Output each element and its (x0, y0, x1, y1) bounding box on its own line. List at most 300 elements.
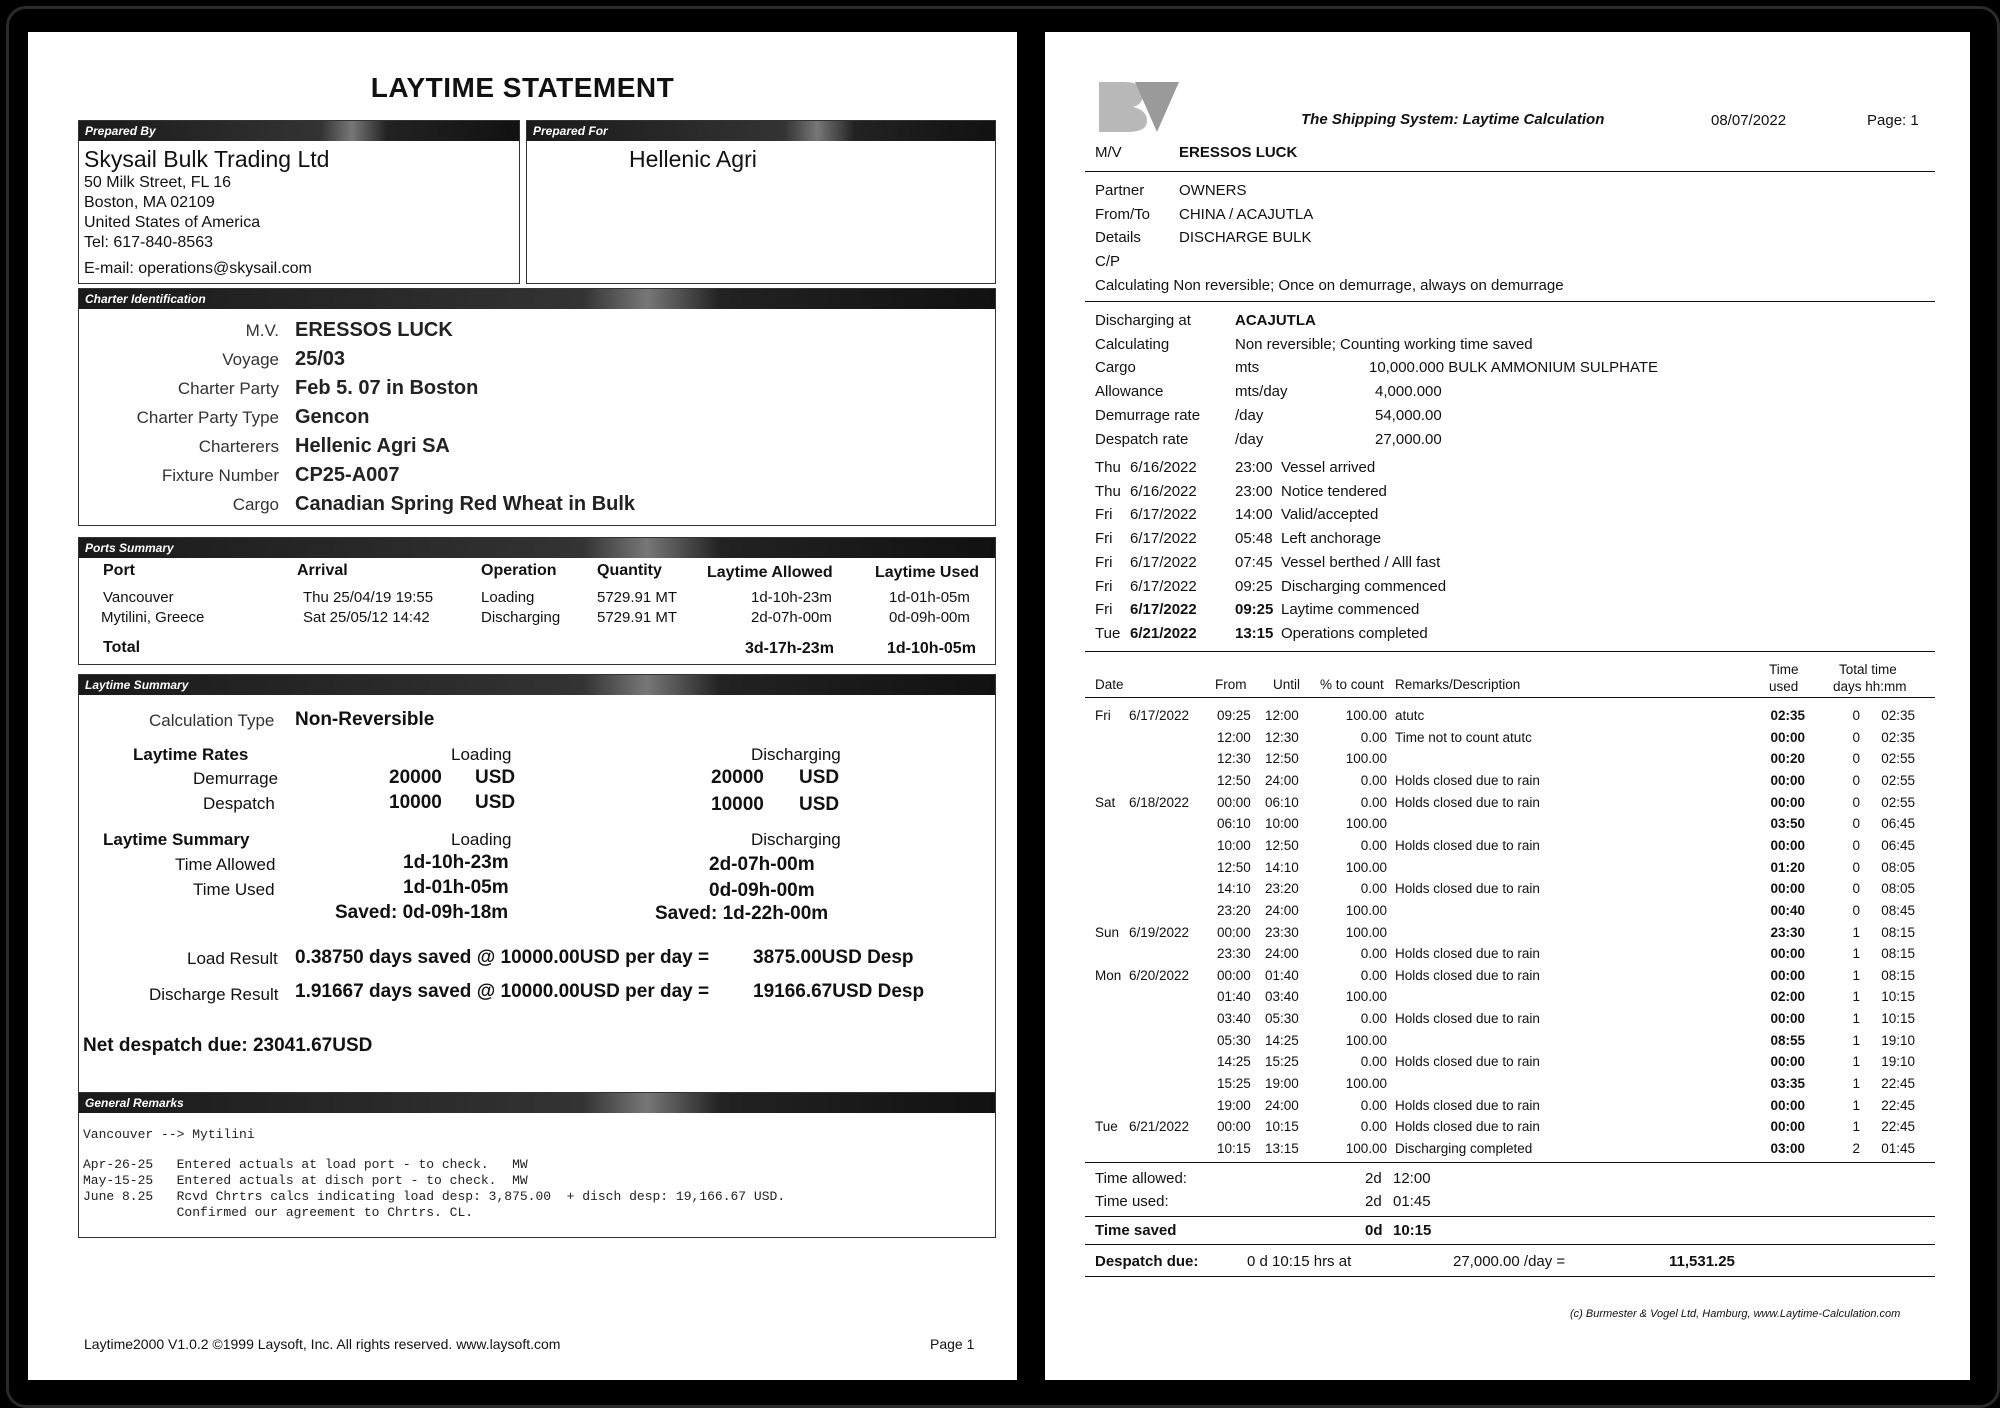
row-total-days: 0 (1852, 881, 1860, 897)
disch-at-label: Discharging at (1095, 312, 1191, 329)
divider (1085, 697, 1935, 698)
laytime-header: Laytime Summary (79, 675, 995, 695)
demurrage-value: 54,000.00 (1375, 407, 1442, 424)
row-time-used: 02:00 (1770, 989, 1805, 1005)
row-from: 12:50 (1217, 772, 1251, 788)
address-line: United States of America (84, 214, 261, 231)
port-arrival: Sat 25/05/12 14:42 (303, 609, 430, 626)
col-laytime-allowed: Laytime Allowed (707, 564, 833, 581)
row-until: 19:00 (1265, 1076, 1299, 1092)
event-time: 07:45 (1235, 553, 1273, 571)
charter-header: Charter Identification (79, 289, 995, 309)
row-until: 01:40 (1265, 967, 1299, 983)
row-pct: 0.00 (1360, 1054, 1387, 1070)
row-total-days: 1 (1852, 1097, 1860, 1113)
row-total-days: 1 (1852, 924, 1860, 940)
col-until: Until (1273, 677, 1301, 692)
despatch-value: 27,000.00 (1375, 431, 1442, 448)
row-remarks: Holds closed due to rain (1395, 1011, 1540, 1027)
row-total-days: 0 (1852, 772, 1860, 788)
row-total-days: 0 (1852, 708, 1860, 723)
row-from: 06:10 (1217, 816, 1251, 832)
remark-line: Vancouver --> Mytilini (83, 1127, 255, 1142)
time-allowed-hours: 12:00 (1393, 1170, 1431, 1187)
port-operation: Discharging (481, 609, 561, 626)
disch-allowed: 2d-07h-00m (709, 854, 815, 875)
divider (1085, 1276, 1935, 1277)
despatch-due-rate: 27,000.00 /day = (1453, 1253, 1566, 1270)
address-line: 50 Milk Street, FL 16 (84, 174, 232, 191)
report-date: 08/07/2022 (1711, 112, 1787, 129)
row-total-hhmm: 08:15 (1881, 924, 1915, 940)
allowance-value: 4,000.000 (1375, 383, 1442, 400)
row-total-hhmm: 10:15 (1881, 989, 1915, 1005)
row-total-days: 1 (1852, 1032, 1860, 1048)
row-pct: 100.00 (1345, 924, 1387, 940)
row-until: 15:25 (1265, 1054, 1299, 1070)
row-pct: 0.00 (1360, 881, 1387, 897)
report-title: The Shipping System: Laytime Calculation (1301, 111, 1605, 128)
row-remarks: Holds closed due to rain (1395, 837, 1540, 853)
calc-note: Calculating Non reversible; Once on demurrage, always on demurrage (1095, 277, 1564, 294)
row-from: 03:40 (1217, 1011, 1251, 1027)
row-pct: 0.00 (1360, 794, 1387, 810)
row-pct: 0.00 (1360, 946, 1387, 962)
port-arrival: Thu 25/04/19 19:55 (303, 589, 434, 606)
row-from: 10:00 (1217, 837, 1251, 853)
row-total-days: 1 (1852, 967, 1860, 983)
email: E-mail: operations@skysail.com (84, 260, 312, 277)
prepared-by-header: Prepared By (79, 121, 519, 141)
disch-used: 0d-09h-00m (709, 880, 815, 901)
page-number: Page: 1 (1867, 112, 1919, 129)
event-day: Thu (1095, 482, 1121, 500)
load-result-label: Load Result (187, 949, 278, 968)
row-until: 24:00 (1265, 946, 1299, 962)
row-until: 12:30 (1265, 729, 1299, 745)
laytime-summary-box (78, 674, 996, 1100)
row-pct: 100.00 (1345, 859, 1387, 875)
calc-type-label: Calculation Type (149, 711, 275, 730)
fromto-value: CHINA / ACAJUTLA (1179, 206, 1314, 223)
row-day: Mon (1095, 967, 1122, 983)
despatch-due-amount: 11,531.25 (1669, 1253, 1735, 1270)
page-title: LAYTIME STATEMENT (370, 72, 675, 103)
row-pct: 100.00 (1345, 902, 1387, 918)
despatch-due-time: 0 d 10:15 hrs at (1247, 1253, 1352, 1270)
event-time: 09:25 (1235, 577, 1273, 595)
col-laytime-used: Laytime Used (875, 564, 980, 581)
loading-heading: Loading (451, 745, 512, 764)
port-allowed: 2d-07h-00m (751, 609, 832, 626)
remark-line: Confirmed our agreement to Chrtrs. CL. (83, 1205, 474, 1220)
charter-field-value: Canadian Spring Red Wheat in Bulk (295, 493, 636, 515)
row-total-days: 1 (1852, 1076, 1860, 1092)
row-remarks: Discharging completed (1395, 1141, 1533, 1156)
row-remarks: Time not to count atutc (1395, 729, 1532, 745)
row-remarks: Holds closed due to rain (1395, 1054, 1540, 1070)
event-day: Fri (1095, 601, 1113, 619)
row-time-used: 01:20 (1770, 859, 1805, 875)
row-from: 23:20 (1217, 902, 1251, 918)
port-operation: Loading (481, 589, 535, 606)
total-allowed: 3d-17h-23m (745, 640, 834, 657)
event-time: 23:00 (1235, 459, 1273, 476)
time-saved-days: 0d (1365, 1222, 1383, 1239)
charter-field-value: Gencon (295, 406, 370, 428)
event-day: Fri (1095, 530, 1113, 548)
despatch-label: Despatch (203, 794, 275, 813)
row-time-used: 00:20 (1770, 751, 1805, 767)
row-total-hhmm: 19:10 (1881, 1032, 1915, 1048)
cargo-unit: mts (1235, 359, 1260, 376)
row-pct: 0.00 (1360, 1119, 1387, 1135)
charter-field-value: Hellenic Agri SA (295, 435, 450, 457)
charter-field-value: Feb 5. 07 in Boston (295, 377, 479, 399)
divider (1085, 171, 1935, 172)
row-time-used: 03:50 (1770, 816, 1805, 832)
col-pct: % to count (1320, 677, 1384, 692)
event-time: 09:25 (1235, 601, 1274, 619)
partner-label: Partner (1095, 182, 1145, 199)
row-total-hhmm: 08:15 (1881, 967, 1915, 983)
fromto-label: From/To (1095, 206, 1151, 223)
row-date: 6/18/2022 (1129, 794, 1190, 810)
telephone: Tel: 617-840-8563 (84, 234, 213, 251)
row-total-hhmm: 02:55 (1881, 794, 1915, 810)
row-time-used: 00:00 (1770, 772, 1805, 788)
row-pct: 100.00 (1345, 751, 1387, 767)
row-time-used: 03:35 (1770, 1076, 1805, 1092)
row-from: 12:30 (1217, 751, 1251, 767)
calculating-label: Calculating (1095, 336, 1170, 353)
load-saved: Saved: 0d-09h-18m (335, 902, 509, 923)
row-from: 14:10 (1217, 881, 1251, 897)
row-date: 6/20/2022 (1129, 967, 1190, 983)
disch-result-amount: 19166.67USD Desp (753, 981, 925, 1002)
row-from: 10:15 (1217, 1141, 1251, 1156)
event-day: Fri (1095, 553, 1113, 571)
row-day: Sun (1095, 924, 1120, 940)
row-until: 10:00 (1265, 816, 1299, 832)
row-pct: 0.00 (1360, 837, 1387, 853)
event-date: 6/17/2022 (1130, 506, 1197, 524)
time-used-days: 2d (1365, 1193, 1382, 1210)
port-quantity: 5729.91 MT (597, 589, 678, 606)
ports-header: Ports Summary (79, 538, 995, 558)
row-pct: 0.00 (1360, 772, 1387, 788)
row-pct: 100.00 (1345, 1032, 1387, 1048)
row-total-days: 0 (1852, 751, 1860, 767)
remarks-header: General Remarks (79, 1093, 995, 1113)
load-result: 0.38750 days saved @ 10000.00USD per day = (295, 947, 710, 968)
divider (1085, 301, 1935, 302)
event-day: Fri (1095, 577, 1113, 595)
cp-label: C/P (1095, 253, 1121, 270)
row-day: Sat (1095, 794, 1116, 810)
prepared-for-header: Prepared For (527, 121, 995, 141)
row-total-days: 1 (1852, 1054, 1860, 1070)
row-from: 00:00 (1217, 794, 1251, 810)
row-total-hhmm: 22:45 (1881, 1119, 1915, 1135)
time-allowed-label: Time Allowed (175, 855, 276, 874)
prepared-by-box (78, 120, 520, 284)
row-until: 10:15 (1265, 1119, 1299, 1135)
col-port: Port (103, 562, 135, 579)
row-total-hhmm: 08:05 (1881, 881, 1915, 897)
charter-field-label: Charter Party (177, 379, 279, 398)
currency: USD (799, 767, 840, 788)
event-time: 23:00 (1235, 482, 1273, 500)
event-description: Notice tendered (1281, 482, 1387, 500)
row-from: 15:25 (1217, 1076, 1251, 1092)
event-description: Operations completed (1281, 624, 1428, 642)
col-total: Total time (1839, 662, 1897, 677)
total-used: 1d-10h-05m (887, 640, 976, 657)
row-day: Fri (1095, 708, 1111, 723)
row-pct: 0.00 (1360, 1097, 1387, 1113)
row-total-days: 0 (1852, 902, 1860, 918)
charter-field-label: M.V. (245, 321, 279, 340)
row-from: 00:00 (1217, 1119, 1251, 1135)
row-total-hhmm: 10:15 (1881, 1011, 1915, 1027)
remark-line: June 8.25 Rcvd Chrtrs calcs indicating load desp: 3,875.00 + disch desp: 19,166.67 USD. (83, 1189, 786, 1204)
row-time-used: 00:00 (1770, 794, 1805, 810)
disch-at-value: ACAJUTLA (1235, 312, 1316, 329)
port-allowed: 1d-10h-23m (751, 589, 832, 606)
row-until: 12:50 (1265, 837, 1299, 853)
row-from: 01:40 (1217, 989, 1251, 1005)
col-time: Time (1769, 662, 1799, 677)
event-date: 6/16/2022 (1130, 459, 1197, 476)
row-from: 09:25 (1217, 708, 1251, 723)
row-remarks: Holds closed due to rain (1395, 1119, 1540, 1135)
row-time-used: 00:00 (1770, 946, 1805, 962)
event-description: Vessel arrived (1281, 459, 1376, 476)
row-time-used: 00:00 (1770, 1119, 1805, 1135)
event-description: Vessel berthed / Alll fast (1281, 553, 1441, 571)
port-name: Mytilini, Greece (101, 609, 205, 626)
row-time-used: 23:30 (1770, 924, 1805, 940)
load-allowed: 1d-10h-23m (403, 852, 509, 873)
row-remarks: Holds closed due to rain (1395, 881, 1540, 897)
event-description: Valid/accepted (1281, 506, 1379, 524)
row-time-used: 00:40 (1770, 902, 1805, 918)
port-quantity: 5729.91 MT (597, 609, 678, 626)
row-pct: 100.00 (1345, 708, 1387, 723)
prepared-for-box (526, 120, 996, 284)
charter-field-label: Voyage (222, 350, 279, 369)
allowance-label: Allowance (1095, 383, 1164, 400)
row-time-used: 00:00 (1770, 1054, 1805, 1070)
col-operation: Operation (481, 562, 557, 579)
currency: USD (475, 792, 516, 813)
row-total-hhmm: 22:45 (1881, 1076, 1915, 1092)
time-saved-label: Time saved (1095, 1222, 1177, 1239)
row-from: 14:25 (1217, 1054, 1251, 1070)
col-quantity: Quantity (597, 562, 662, 579)
event-day: Fri (1095, 506, 1113, 524)
calc-type-value: Non-Reversible (295, 709, 435, 730)
disch-result-label: Discharge Result (149, 985, 279, 1004)
row-time-used: 02:35 (1770, 708, 1805, 723)
laytime-calculation-page (1045, 32, 1970, 1380)
row-until: 23:30 (1265, 924, 1299, 940)
load-despatch: 10000 (389, 792, 442, 813)
disch-saved: Saved: 1d-22h-00m (655, 903, 829, 924)
row-until: 03:40 (1265, 989, 1299, 1005)
row-time-used: 03:00 (1770, 1141, 1805, 1156)
charter-field-value: CP25-A007 (295, 464, 400, 486)
row-pct: 100.00 (1345, 989, 1387, 1005)
event-time: 13:15 (1235, 624, 1274, 642)
rates-label: Laytime Rates (133, 745, 249, 764)
row-pct: 0.00 (1360, 729, 1387, 745)
row-total-days: 1 (1852, 1119, 1860, 1135)
cargo-label: Cargo (1095, 359, 1136, 376)
time-allowed-days: 2d (1365, 1170, 1382, 1187)
charter-field-value: 25/03 (295, 348, 346, 370)
row-remarks: Holds closed due to rain (1395, 1097, 1540, 1113)
row-remarks: Holds closed due to rain (1395, 772, 1540, 788)
row-total-days: 2 (1852, 1141, 1860, 1156)
despatch-label: Despatch rate (1095, 431, 1189, 448)
row-until: 12:00 (1265, 708, 1299, 723)
event-date: 6/17/2022 (1130, 553, 1197, 571)
row-pct: 100.00 (1345, 816, 1387, 832)
port-used: 0d-09h-00m (889, 609, 970, 626)
discharging-heading: Discharging (751, 830, 841, 849)
time-used-label: Time used: (1095, 1193, 1169, 1210)
row-total-hhmm: 08:05 (1881, 859, 1915, 875)
row-from: 00:00 (1217, 967, 1251, 983)
row-total-hhmm: 08:45 (1881, 902, 1915, 918)
disch-despatch: 10000 (711, 794, 764, 815)
row-date: 6/21/2022 (1129, 1119, 1190, 1135)
row-total-days: 1 (1852, 1011, 1860, 1027)
loading-heading: Loading (451, 830, 512, 849)
row-remarks: Holds closed due to rain (1395, 967, 1540, 983)
net-despatch: Net despatch due: 23041.67USD (83, 1035, 373, 1056)
mv-label: M/V (1095, 144, 1122, 161)
row-until: 24:00 (1265, 1097, 1299, 1113)
row-remarks: atutc (1395, 708, 1425, 723)
event-description: Left anchorage (1281, 530, 1382, 548)
time-used-label: Time Used (193, 880, 275, 899)
calculating-value: Non reversible; Counting working time saved (1235, 336, 1533, 353)
row-total-hhmm: 06:45 (1881, 837, 1915, 853)
client-name: Hellenic Agri (629, 146, 757, 172)
event-date: 6/17/2022 (1130, 530, 1197, 548)
address-line: Boston, MA 02109 (84, 194, 215, 211)
row-total-hhmm: 22:45 (1881, 1097, 1915, 1113)
divider (1085, 1244, 1935, 1245)
row-total-hhmm: 19:10 (1881, 1054, 1915, 1070)
row-until: 23:20 (1265, 881, 1299, 897)
col-time-used: used (1769, 679, 1799, 694)
despatch-unit: /day (1235, 431, 1264, 448)
copyright: (c) Burmester & Vogel Ltd, Hamburg, www.Laytime-Calculation.com (1570, 1308, 1901, 1320)
row-total-days: 0 (1852, 859, 1860, 875)
currency: USD (799, 794, 840, 815)
event-description: Discharging commenced (1281, 577, 1447, 595)
row-time-used: 00:00 (1770, 1011, 1805, 1027)
time-saved-hours: 10:15 (1393, 1222, 1432, 1239)
charter-field-label: Fixture Number (161, 466, 279, 485)
time-allowed-label: Time allowed: (1095, 1170, 1187, 1187)
event-date: 6/16/2022 (1130, 482, 1197, 500)
laytime-statement-page (28, 32, 1017, 1380)
row-total-hhmm: 02:35 (1881, 729, 1915, 745)
row-date: 6/17/2022 (1129, 708, 1190, 723)
charter-field-label: Charter Party Type (136, 408, 279, 427)
col-total-days: days hh:mm (1833, 679, 1907, 694)
footer-text: Laytime2000 V1.0.2 ©1999 Laysoft, Inc. All rights reserved. www.laysoft.com (84, 1336, 561, 1352)
row-time-used: 00:00 (1770, 881, 1805, 897)
row-total-hhmm: 01:45 (1881, 1141, 1915, 1156)
remark-line: Apr-26-25 Entered actuals at load port - to check. MW (83, 1157, 528, 1172)
partner-value: OWNERS (1179, 182, 1247, 199)
row-from: 05:30 (1217, 1032, 1251, 1048)
row-total-hhmm: 02:35 (1881, 708, 1915, 723)
row-total-days: 0 (1852, 729, 1860, 745)
col-remarks: Remarks/Description (1395, 677, 1521, 692)
row-until: 12:50 (1265, 751, 1299, 767)
row-time-used: 00:00 (1770, 1097, 1805, 1113)
row-time-used: 00:00 (1770, 729, 1805, 745)
load-used: 1d-01h-05m (403, 877, 509, 898)
port-used: 1d-01h-05m (889, 589, 970, 606)
load-demurrage: 20000 (389, 767, 442, 788)
demurrage-unit: /day (1235, 407, 1264, 424)
page-number: Page 1 (930, 1336, 975, 1352)
cargo-value: 10,000.000 BULK AMMONIUM SULPHATE (1369, 359, 1658, 376)
bv-logo (1095, 78, 1181, 134)
divider (1085, 1216, 1935, 1217)
details-value: DISCHARGE BULK (1179, 229, 1312, 246)
demurrage-label: Demurrage (193, 769, 279, 788)
row-from: 19:00 (1217, 1097, 1251, 1113)
row-from: 23:30 (1217, 946, 1251, 962)
row-pct: 0.00 (1360, 967, 1387, 983)
row-until: 06:10 (1265, 794, 1299, 810)
event-time: 14:00 (1235, 506, 1273, 524)
divider (1085, 651, 1935, 652)
port-name: Vancouver (103, 589, 174, 606)
event-time: 05:48 (1235, 530, 1273, 548)
currency: USD (475, 767, 516, 788)
col-from: From (1215, 677, 1247, 692)
row-total-days: 0 (1852, 794, 1860, 810)
company-name: Skysail Bulk Trading Ltd (84, 146, 330, 172)
row-pct: 100.00 (1345, 1076, 1387, 1092)
divider (1085, 1162, 1935, 1163)
row-until: 13:15 (1265, 1141, 1299, 1156)
row-time-used: 00:00 (1770, 967, 1805, 983)
row-pct: 100.00 (1345, 1141, 1387, 1156)
row-total-days: 0 (1852, 837, 1860, 853)
row-total-hhmm: 02:55 (1881, 772, 1915, 788)
charter-field-value: ERESSOS LUCK (295, 319, 453, 341)
row-total-hhmm: 08:15 (1881, 946, 1915, 962)
despatch-due-label: Despatch due: (1095, 1253, 1199, 1270)
row-total-days: 1 (1852, 946, 1860, 962)
event-date: 6/17/2022 (1130, 577, 1197, 595)
row-total-hhmm: 02:55 (1881, 751, 1915, 767)
row-until: 24:00 (1265, 902, 1299, 918)
row-from: 12:50 (1217, 859, 1251, 875)
details-label: Details (1095, 229, 1141, 246)
